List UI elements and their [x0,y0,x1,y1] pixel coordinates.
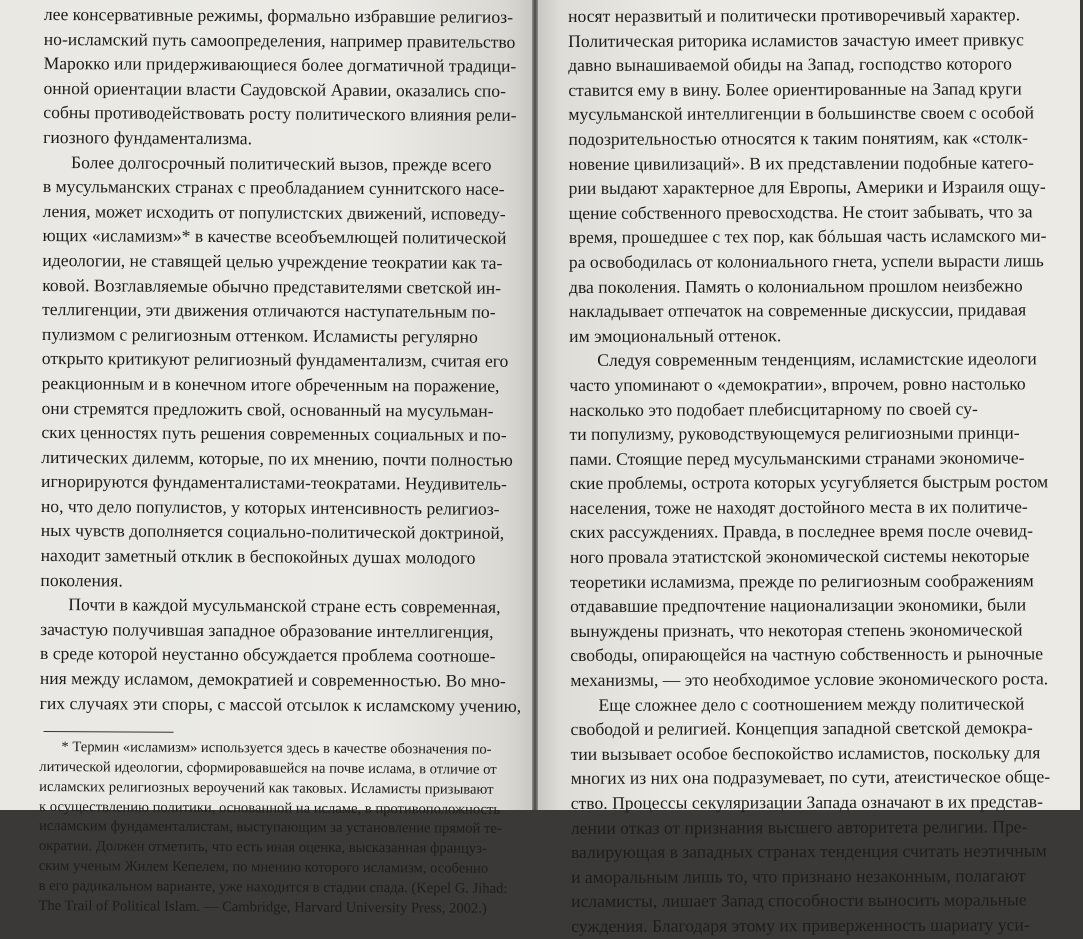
text-line: гих случаях эти споры, с массой отсылок к исламскому учению, [39,692,522,716]
text-line: лее консервативные режимы, формально избравшие религиоз- [43,3,514,27]
footnote-line: * Термин «исламизм» используется здесь в качестве обозначения по- [61,739,492,758]
text-line: накладывает отпечаток на современные дискуссии, придавая [569,299,1027,322]
text-line: вынуждены признать, что некоторая степень экономической [570,619,1023,641]
text-line: ра освободилась от колониального гнета, успели вырасти лишь [568,250,1044,272]
text-line: теоретики исламизма, прежде по религиозным соображениям [569,570,1034,592]
text-line: Политическая риторика исламистов зачастую имеет привкус [568,29,1024,51]
text-line: два поколения. Память о колониальном прошлом неизбежно [568,274,1023,297]
text-line: ские проблемы, острота которых усугубляется быстрым ростом [569,471,1049,494]
text-line: щение собственного превосходства. Не стоит забывать, что за [568,201,1033,223]
text-line: реакционным и в конечном итоге обреченным на поражение, [41,372,500,396]
text-line: время, прошедшее с тех пор, как бóльшая часть исламского ми- [568,225,1047,248]
footnote-line: исламских религиозных вероучений как таковых. Исламисты призывают [39,778,494,798]
text-line: открыто критикуют религиозный фундаментализм, считая его [41,348,509,372]
text-line: рии выдают характерное для Европы, Америки и Израиля ощу- [568,176,1046,199]
text-line: ления, может исходить от популистских движений, исповеду- [42,200,506,224]
text-line: новение цивилизаций». В их представлении подобные катего- [568,151,1034,174]
text-line: носят неразвитый и политически противоречивый характер. [568,4,1021,26]
text-line: ти популизму, руководствующемуся религиозными принци- [569,422,1020,445]
left-page-text [38,2,524,919]
footnote-line: к осуществлению политики, основанной на исламе, в противоположность [39,798,501,818]
text-line: свободой и религией. Концепция западной светской демокра- [570,717,1033,740]
text-line: им эмоциональный оттенок. [569,324,782,346]
left-page [0,0,532,917]
text-line: свободы, опирающейся на частную собственность и рыночные [570,643,1044,666]
text-line: Следуя современным тенденциям, исламистские идеологи [597,348,1037,371]
text-line: ковой. Возглавляемые обычно представителями светской ин- [42,274,502,298]
text-line: подозрительностью относятся к таким понятиям, как «столк- [568,127,1029,149]
text-line: зачастую получившая западное образование интеллигенция, [40,618,494,642]
text-line: механизмы, — это необходимое условие экономического роста. [570,668,1049,691]
text-line: идеологии, не ставящей целью учреждение теократии как та- [42,249,503,273]
text-line: в мусульманских странах с преобладанием суннитского насе- [42,176,505,199]
text-line: Еще сложнее дело с соотношением между политической [598,693,1025,715]
text-line: ских ценностях путь решения современных социальных и по- [41,422,507,445]
right-body-text [568,2,1083,938]
text-line: ющих «исламизм»* в качестве всеобъемлющей политической [42,225,507,249]
text-line: ских рассуждениях. Правда, в последнее время после очевид- [569,520,1034,543]
text-line: исламисты, лишает Запад способности выносить моральные [571,889,1027,912]
text-line: пами. Стоящие перед мусульманскими странами экономиче- [569,447,1025,469]
text-line: тии вызывает особое беспокойство исламистов, поскольку для [570,742,1041,764]
text-line: поколения. [40,569,123,591]
text-line: пулизмом с религиозным оттенком. Исламисты регулярно [41,323,478,347]
text-line: но-исламский путь самоопределения, например правительство [43,28,516,52]
left-body-text [40,2,524,718]
text-line: ставится ему в вину. Более ориентированные на Запад круги [568,78,1022,100]
text-line: Марокко или придерживающиеся более догматичной традици- [43,53,517,77]
text-line: ных чувств дополняется социально-политической доктриной, [40,520,505,544]
text-line: литических дилемм, которые, по их мнению, почти полностью [41,446,513,470]
text-line: суждения. Благодаря этому их приверженность шариату уси- [571,914,1030,936]
text-line: отдававшие предпочтение национализации экономики, были [570,594,1027,617]
text-line: собны противодействовать росту политического влияния рели- [43,102,517,126]
text-line: многих из них она подразумевает, по сути, атеистическое обще- [570,766,1051,789]
right-page [538,0,1080,936]
footnote-line: ократии. Должен отметить, что есть иная оценка, высказанная француз- [38,838,487,857]
text-line: в среде которой неустанно обсуждается проблема соотноше- [39,643,496,667]
text-line: теллигенции, эти движения отличаются наступательным по- [42,299,496,322]
footnote-line: в его радикальном варианте, уже находится в стадии спада. (Kepel G. Jihad: [38,877,508,897]
footnote-line: литической идеологии, сформировавшейся на почве ислама, в отличие от [39,759,497,778]
text-line: валирующая в западных странах тенденция считать неэтичным [570,840,1047,863]
text-line: населения, тоже не находят достойного места в их политиче- [569,496,1028,518]
text-line: и аморальным лишь то, что признано незаконным, полагают [571,865,1026,887]
text-line: они стремятся предложить свой, основанный на мусульман- [41,397,494,421]
text-line: давно вынашиваемой обиды на Запад, господство которого [568,53,1013,76]
text-line: гиозного фундаментализма. [43,126,253,149]
text-line: находит заметный отклик в беспокойных душах молодого [40,545,476,568]
text-line: часто упоминают о «демократии», впрочем, ровно настолько [569,373,1026,395]
text-line: ство. Процессы секуляризации Запада означают в их представ- [570,791,1043,813]
text-line: ния между исламом, демократией и современностью. Во мно- [39,668,506,691]
footnote-line: The Trail of Political Islam. — Cambridge, Harvard University Press, 2002.) [38,897,487,917]
right-page-text [568,2,1083,938]
footnote-separator [44,731,174,733]
text-line: онной ориентации власти Саудовской Аравии, оказались спо- [43,77,507,101]
text-line: мусульманской интеллигенции в большинстве своем с особой [568,102,1035,125]
text-line: Почти в каждой мусульманской стране есть современная, [68,594,501,618]
footnote [38,738,519,919]
text-line: насколько это подобает плебисцитарному по своей су- [569,398,978,420]
text-line: игнорируются фундаменталистами-теократами. Неудивитель- [41,471,508,495]
text-line: Более долгосрочный политический вызов, прежде всего [70,151,492,175]
footnote-line: исламским фундаменталистам, выступающим за установление прямой те- [38,818,502,838]
footnote-line: ским ученым Жилем Кепелем, по мнению которого исламизм, особенно [38,857,489,877]
text-line: но, что дело популистов, у которых интенсивность религиоз- [40,495,500,519]
text-line: ного провала этатистской экономической системы некоторые [569,545,1030,568]
text-line: лении отказ от признания высшего авторитета религии. Пре- [570,815,1028,838]
